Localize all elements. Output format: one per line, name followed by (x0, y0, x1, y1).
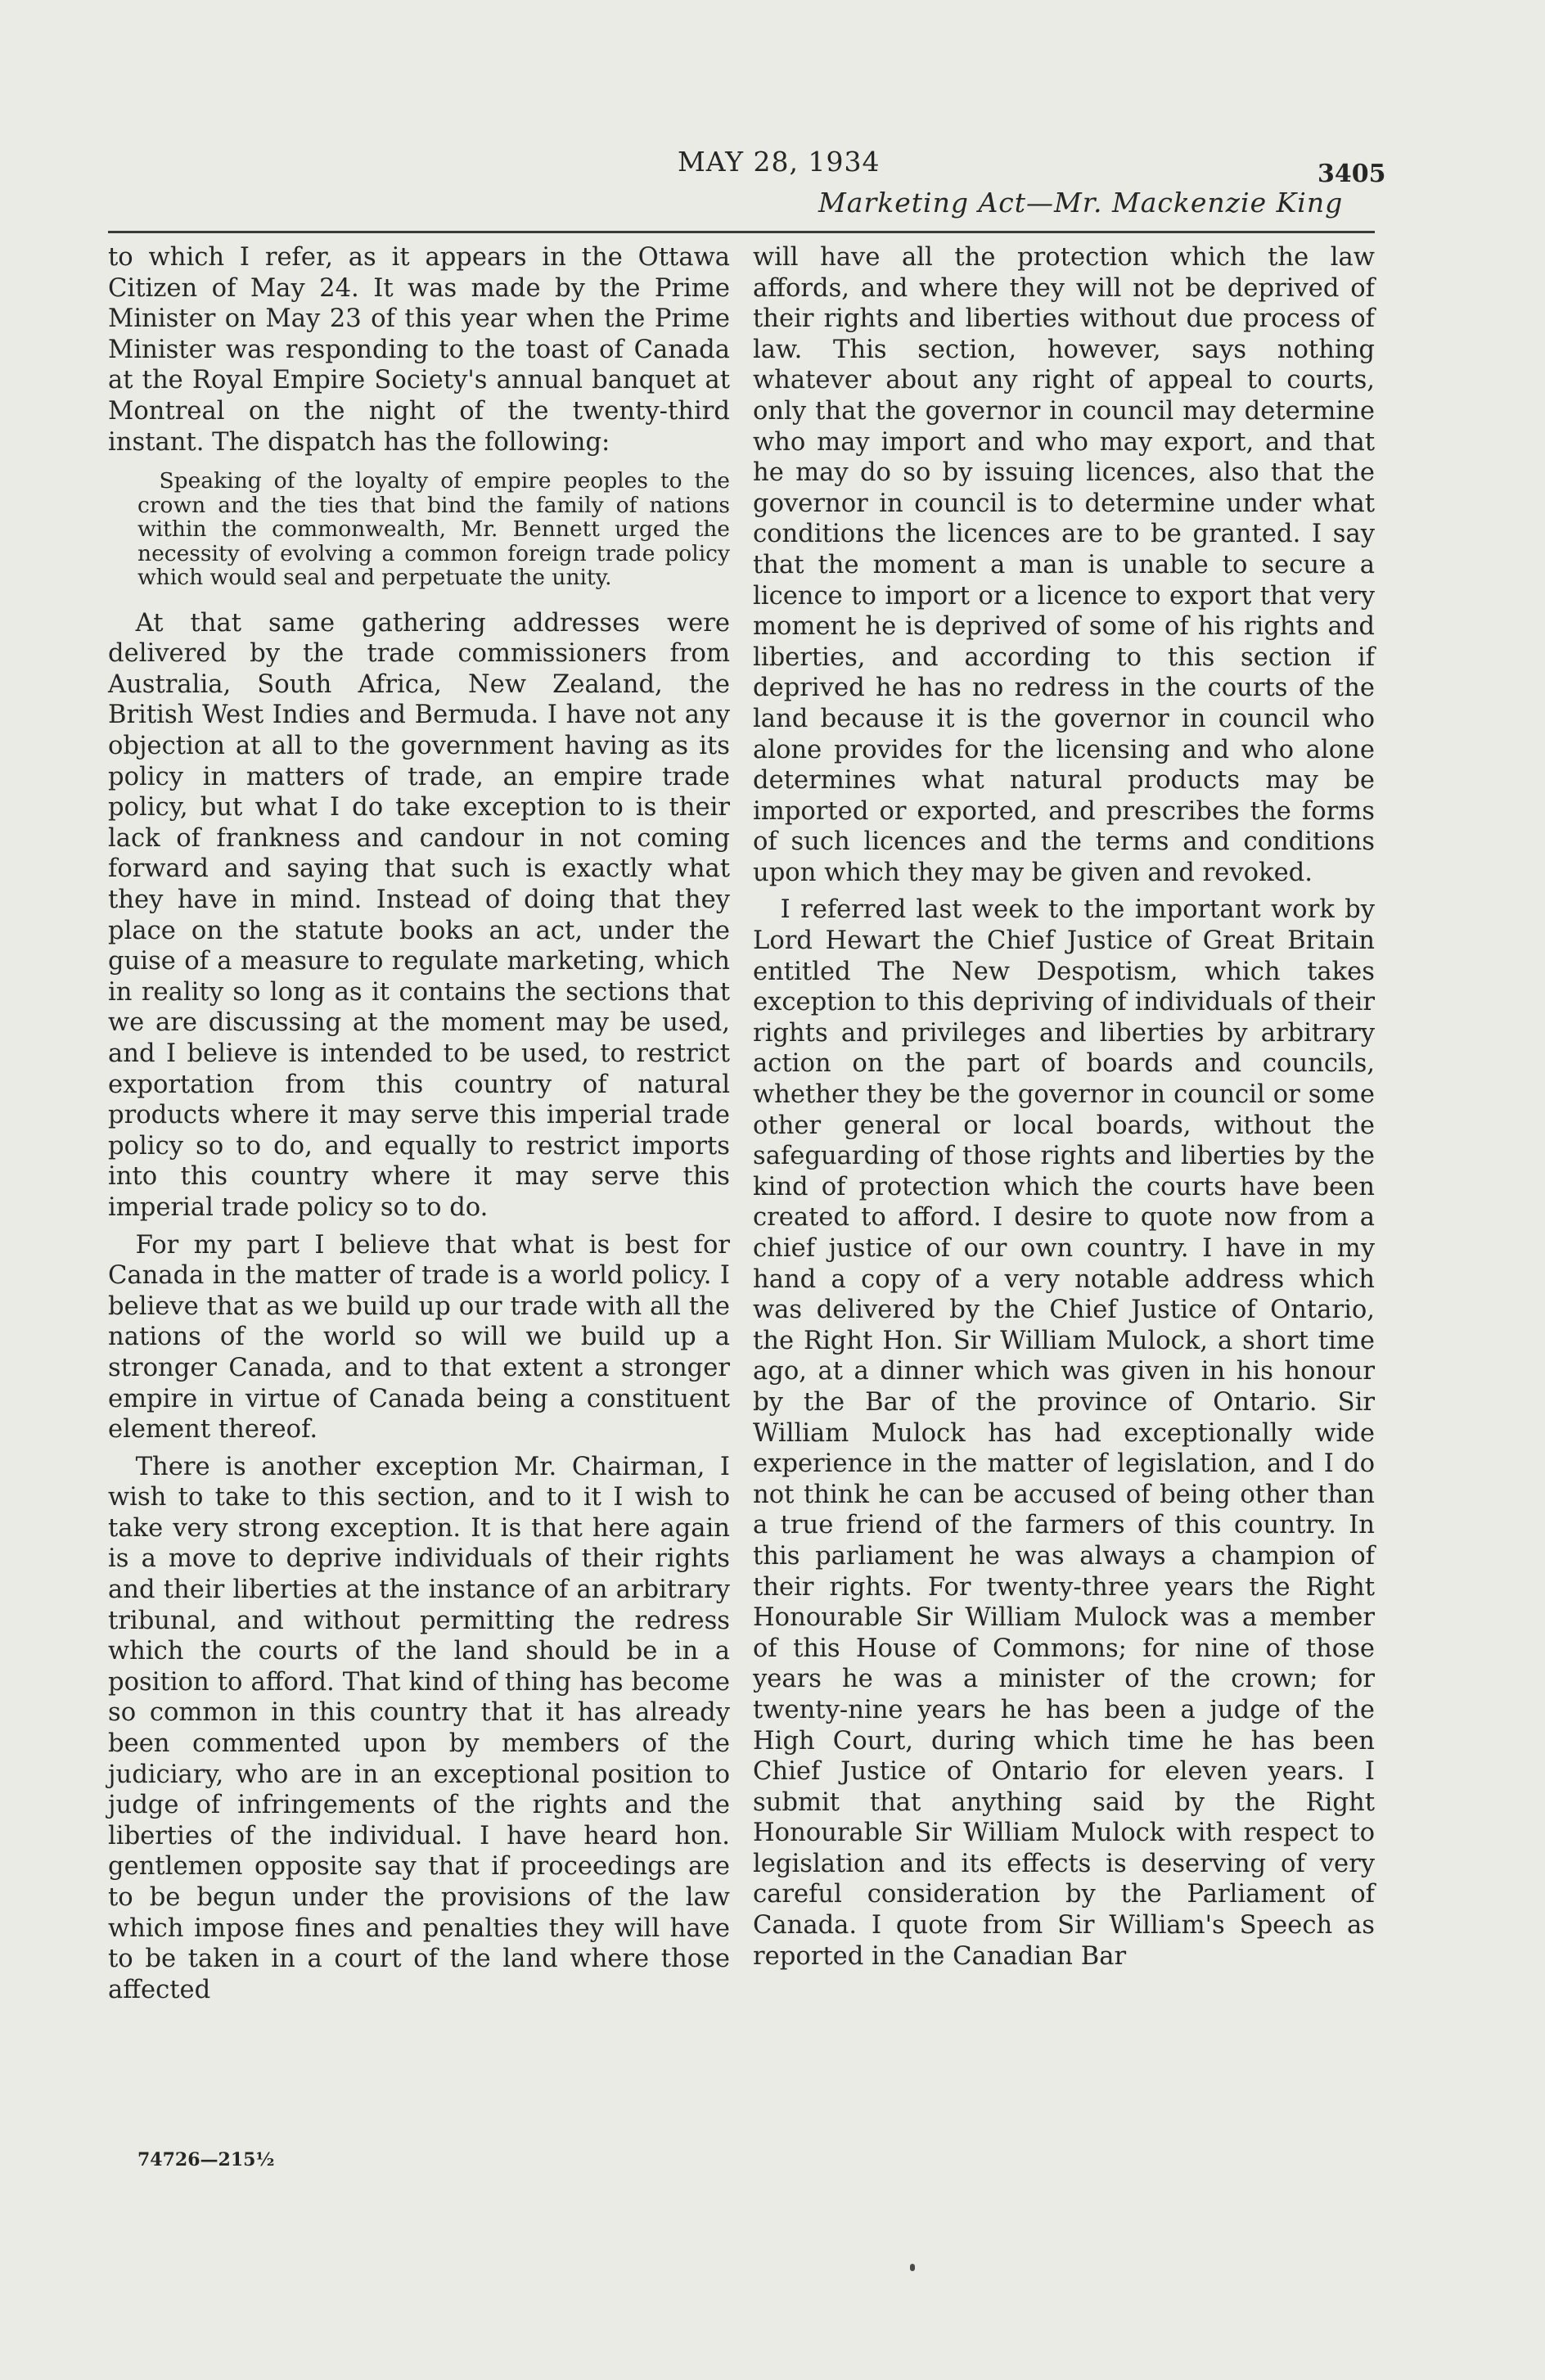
header-subject: Marketing Act—Mr. Mackenzie King (818, 187, 1344, 219)
paragraph: For my part I believe that what is best for Canada in the matter of trade is a world policy. I believe that as we build up our trade with all the nations of the world so will we build up a stronger Canada, and to that extent a stronger empire in virtue of Canada being a constituent element thereof. (108, 1230, 730, 1445)
right-column (753, 242, 1375, 1978)
quoted-dispatch: Speaking of the loyalty of empire peoples to the crown and the ties that bind the family of nations within the commonwealth, Mr. Bennett urged the necessity of evolving a common foreign trade policy which would seal and perpetuate the unity. (137, 468, 730, 591)
header-date: MAY 28, 1934 (678, 146, 881, 178)
running-head (0, 0, 1545, 237)
paragraph: to which I refer, as it appears in the Ottawa Citizen of May 24. It was made by the Prime Minister on May 23 of this year when the Prime Minister was responding to the toast of Canada at the Royal Empire Society's annual banquet at Montreal on the night of the twenty-third instant. The dispatch has the following: (108, 243, 730, 457)
page-number: 3405 (1318, 160, 1386, 188)
paragraph: will have all the protection which the law affords, and where they will not be deprived of their rights and liberties without due process of law. This section, however, says nothing whatever about any right of appeal to courts, only that the governor in council may determine who may import and who may export, and that he may do so by issuing licences, also that the governor in council is to determine under what conditions the licences are to be granted. I say that the moment a man is unable to secure a licence to import or a licence to export that very moment he is deprived of some of his rights and liberties, and according to this section if deprived he has no redress in the courts of the land because it is the governor in council who alone provides for the licensing and who alone determines what natural products may be imported or exported, and prescribes the forms of such licences and the terms and conditions upon which they may be given and revoked. (753, 243, 1375, 887)
paragraph: At that same gathering addresses were delivered by the trade commissioners from Australia, South Africa, New Zealand, the British West Indies and Bermuda. I have not any objection at all to the government having as its policy in matters of trade, an empire trade policy, but what I do take exception to is their lack of frankness and candour in not coming forward and saying that such is exactly what they have in mind. Instead of doing that they place on the statute books an act, under the guise of a measure to regulate marketing, which in reality so long as it contains the sections that we are discussing at the moment may be used, and I believe is intended to be used, to restrict exportation from this country of natural products where it may serve this imperial trade policy so to do, and equally to restrict imports into this country where it may serve this imperial trade policy so to do. (108, 608, 730, 1222)
print-speck (910, 2264, 915, 2271)
paragraph: There is another exception Mr. Chairman, I wish to take to this section, and to it I wish to take very strong exception. It is that here again is a move to deprive individuals of their rights and their liberties at the instance of an arbitrary tribunal, and without permitting the redress which the courts of the land should be in a position to afford. That kind of thing has become so common in this country that it has already been commented upon by members of the judiciary, who are in an exceptional position to judge of infringements of the rights and the liberties of the individual. I have heard hon. gentlemen opposite say that if proceedings are to be begun under the provisions of the law which impose fines and penalties they will have to be taken in a court of the land where those affected (108, 1452, 730, 2004)
paragraph: I referred last week to the important work by Lord Hewart the Chief Justice of Great Britain entitled The New Despotism, which takes exception to this depriving of individuals of their rights and privileges and liberties by arbitrary action on the part of boards and councils, whether they be the governor in council or some other general or local boards, without the safeguarding of those rights and liberties by the kind of protection which the courts have been created to afford. I desire to quote now from a chief justice of our own country. I have in my hand a copy of a very notable address which was delivered by the Chief Justice of Ontario, the Right Hon. Sir William Mulock, a short time ago, at a dinner which was given in his honour by the Bar of the province of Ontario. Sir William Mulock has had exceptionally wide experience in the matter of legislation, and I do not think he can be accused of being other than a true friend of the farmers of this country. In this parliament he was always a champion of their rights. For twenty-three years the Right Honourable Sir William Mulock was a member of this House of Commons; for nine of those years he was a minister of the crown; for twenty-nine years he has been a judge of the High Court, during which time he has been Chief Justice of Ontario for eleven years. I submit that anything said by the Right Honourable Sir William Mulock with respect to legislation and its effects is deserving of very careful consideration by the Parliament of Canada. I quote from Sir William's Speech as reported in the Canadian Bar (753, 895, 1375, 1971)
left-column (108, 242, 730, 2012)
header-rule (108, 231, 1375, 233)
folio-number: 74726—215½ (137, 2149, 275, 2170)
